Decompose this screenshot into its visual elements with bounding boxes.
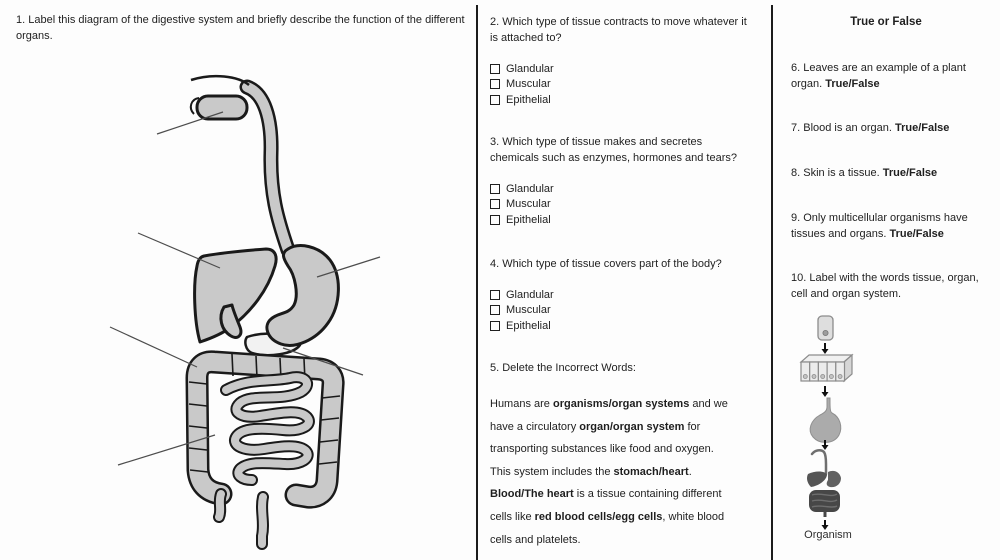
question-8: 8. Skin is a tissue. True/False [791,167,938,179]
question-4: 4. Which type of tissue covers part of the body? [490,258,722,270]
option-row [490,318,554,334]
checkbox-icon[interactable] [490,305,500,315]
stomach [267,246,338,346]
option-label: Epithelial [506,319,551,332]
option-row [490,197,554,213]
column-divider-left [476,5,478,560]
checkbox-icon[interactable] [490,64,500,74]
question-5-paragraph: Humans are organisms/organ systems and we have a circulatory organ/organ system for transporting substances like food and oxygen. This system includes the stomach/heart. Blood/The heart is a tissue containing different cells like red blood cells/egg cells, white blood cells and platelets. [490,398,728,546]
option-label: Glandular [506,182,554,195]
checkbox-icon[interactable] [490,184,500,194]
option-label: Epithelial [506,213,551,226]
option-label: Glandular [506,288,554,301]
checkbox-icon[interactable] [490,95,500,105]
question-7: 7. Blood is an organ. True/False [791,122,950,134]
tongue [197,96,247,119]
question-3-options [490,181,554,228]
organ-icon [810,398,841,442]
label-line-liver [138,233,220,268]
question-6: 6. Leaves are an example of a plant organ. True/False [791,62,966,90]
organisation-hierarchy-diagram [782,308,874,532]
option-row [490,212,554,228]
organ-system-icon [807,450,841,517]
column-divider-right [771,5,773,560]
option-row [490,181,554,197]
option-row [490,61,554,77]
option-label: Muscular [506,198,551,211]
checkbox-icon[interactable] [490,79,500,89]
question-5-heading: 5. Delete the Incorrect Words: [490,362,636,374]
question-10: 10. Label with the words tissue, organ, cell and organ system. [791,272,979,300]
cecum-tail-fill [219,494,221,517]
option-label: Muscular [506,78,551,91]
label-line-mouth [157,112,223,134]
option-label: Muscular [506,304,551,317]
checkbox-icon[interactable] [490,290,500,300]
checkbox-icon[interactable] [490,321,500,331]
question-1: 1. Label this diagram of the digestive system and briefly describe the function of the different organs. [16,14,465,42]
option-row [490,303,554,319]
option-label: Epithelial [506,93,551,106]
rectum-fill [262,497,263,544]
tissue-icon [801,355,852,381]
down-arrow-icon [822,343,829,354]
true-or-false-heading: True or False [850,16,922,28]
checkbox-icon[interactable] [490,215,500,225]
question-9: 9. Only multicellular organisms have tissues and organs. True/False [791,212,968,240]
question-3: 3. Which type of tissue makes and secretes chemicals such as enzymes, hormones and tears? [490,136,738,164]
option-row [490,92,554,108]
option-label: Glandular [506,62,554,75]
cell-icon [818,316,833,340]
organism-label: Organism [804,529,852,541]
question-2: 2. Which type of tissue contracts to move whatever it is attached to? [490,16,747,44]
question-2-options [490,61,554,108]
digestive-system-diagram [0,60,470,560]
esophagus-fill [247,87,288,250]
option-row [490,77,554,93]
option-row [490,287,554,303]
question-4-options [490,287,554,334]
down-arrow-icon [822,386,829,397]
checkbox-icon[interactable] [490,199,500,209]
label-line-large-intestine [110,327,197,367]
